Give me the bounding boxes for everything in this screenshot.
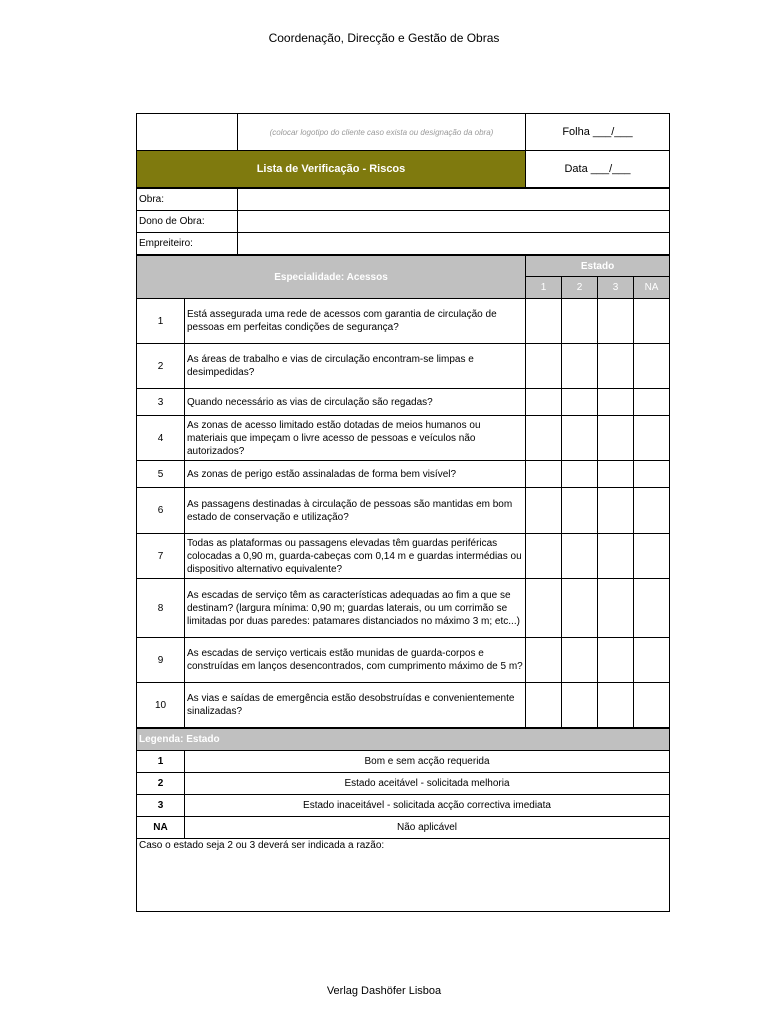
item-number: 10 xyxy=(137,683,185,728)
check-cell-2[interactable] xyxy=(562,683,598,728)
check-cell-1[interactable] xyxy=(526,534,562,579)
checklist-table xyxy=(136,255,670,728)
table-row xyxy=(137,344,670,389)
table-row xyxy=(137,638,670,683)
check-cell-1[interactable] xyxy=(526,461,562,488)
legend-code: NA xyxy=(137,817,185,839)
check-cell-na[interactable] xyxy=(634,534,670,579)
item-question: Está assegurada uma rede de acessos com garantia de circulação de pessoas em perfeitas condições de segurança? xyxy=(185,299,526,344)
check-cell-na[interactable] xyxy=(634,389,670,416)
estado-col-na: NA xyxy=(634,277,670,299)
item-question: As áreas de trabalho e vias de circulação encontram-se limpas e desimpedidas? xyxy=(185,344,526,389)
check-cell-1[interactable] xyxy=(526,579,562,638)
obra-label: Obra: xyxy=(137,189,238,211)
folha-field[interactable]: Folha ___/___ xyxy=(526,114,670,151)
legend-code: 1 xyxy=(137,751,185,773)
check-cell-na[interactable] xyxy=(634,579,670,638)
check-cell-3[interactable] xyxy=(598,579,634,638)
logo-hint: (colocar logotipo do cliente caso exista ou designação da obra) xyxy=(238,114,526,151)
check-cell-na[interactable] xyxy=(634,416,670,461)
check-cell-na[interactable] xyxy=(634,299,670,344)
check-cell-3[interactable] xyxy=(598,389,634,416)
legend-desc: Bom e sem acção requerida xyxy=(185,751,670,773)
check-cell-1[interactable] xyxy=(526,389,562,416)
item-number: 6 xyxy=(137,488,185,534)
check-cell-2[interactable] xyxy=(562,534,598,579)
check-cell-2[interactable] xyxy=(562,461,598,488)
form-title: Lista de Verificação - Riscos xyxy=(137,151,526,188)
item-question: As vias e saídas de emergência estão desobstruídas e convenientemente sinalizadas? xyxy=(185,683,526,728)
legend-desc: Não aplicável xyxy=(185,817,670,839)
table-row xyxy=(137,579,670,638)
check-cell-3[interactable] xyxy=(598,416,634,461)
check-cell-1[interactable] xyxy=(526,683,562,728)
check-cell-na[interactable] xyxy=(634,344,670,389)
estado-header: Estado xyxy=(526,256,670,277)
item-number: 5 xyxy=(137,461,185,488)
date-field[interactable]: Data ___/___ xyxy=(526,151,670,188)
legend-desc: Estado aceitável - solicitada melhoria xyxy=(185,773,670,795)
item-number: 4 xyxy=(137,416,185,461)
check-cell-2[interactable] xyxy=(562,416,598,461)
estado-col-1: 1 xyxy=(526,277,562,299)
check-cell-1[interactable] xyxy=(526,638,562,683)
table-row xyxy=(137,534,670,579)
check-cell-3[interactable] xyxy=(598,488,634,534)
table-row xyxy=(137,416,670,461)
legend-title: Legenda: Estado xyxy=(137,729,670,751)
dono-obra-label: Dono de Obra: xyxy=(137,211,238,233)
legend-code: 3 xyxy=(137,795,185,817)
legend-code: 2 xyxy=(137,773,185,795)
check-cell-3[interactable] xyxy=(598,683,634,728)
item-number: 9 xyxy=(137,638,185,683)
check-cell-2[interactable] xyxy=(562,344,598,389)
check-cell-2[interactable] xyxy=(562,488,598,534)
table-row xyxy=(137,299,670,344)
obra-input[interactable] xyxy=(238,189,670,211)
item-question: As passagens destinadas à circulação de pessoas são mantidas em bom estado de conservação e utilização? xyxy=(185,488,526,534)
check-cell-1[interactable] xyxy=(526,299,562,344)
page-footer: Verlag Dashöfer Lisboa xyxy=(326,985,442,997)
table-row xyxy=(137,461,670,488)
check-cell-1[interactable] xyxy=(526,488,562,534)
estado-col-3: 3 xyxy=(598,277,634,299)
check-cell-na[interactable] xyxy=(634,638,670,683)
check-cell-3[interactable] xyxy=(598,534,634,579)
item-question: Quando necessário as vias de circulação são regadas? xyxy=(185,389,526,416)
table-row xyxy=(137,683,670,728)
empreiteiro-input[interactable] xyxy=(238,233,670,255)
project-info-table xyxy=(136,188,670,255)
check-cell-na[interactable] xyxy=(634,488,670,534)
estado-col-2: 2 xyxy=(562,277,598,299)
item-question: As escadas de serviço têm as características adequadas ao fim a que se destinam? (largura mínima: 0,90 m; guardas laterais, ou um corrimão se limitadas por duas paredes: patamares distanciados no máximo 3 m; etc...) xyxy=(185,579,526,638)
page-header: Coordenação, Direcção e Gestão de Obras xyxy=(268,31,500,45)
item-number: 2 xyxy=(137,344,185,389)
checklist-sheet xyxy=(136,113,669,912)
legend-table xyxy=(136,728,670,912)
item-question: As zonas de acesso limitado estão dotadas de meios humanos ou materiais que impeçam o livre acesso de pessoas e veículos não autorizados? xyxy=(185,416,526,461)
empreiteiro-label: Empreiteiro: xyxy=(137,233,238,255)
reason-notes-field[interactable]: Caso o estado seja 2 ou 3 deverá ser indicada a razão: xyxy=(137,839,670,912)
logo-area xyxy=(137,114,238,151)
check-cell-3[interactable] xyxy=(598,299,634,344)
check-cell-na[interactable] xyxy=(634,461,670,488)
form-header-table xyxy=(136,113,670,188)
check-cell-2[interactable] xyxy=(562,389,598,416)
item-number: 8 xyxy=(137,579,185,638)
check-cell-3[interactable] xyxy=(598,344,634,389)
item-question: Todas as plataformas ou passagens elevadas têm guardas periféricas colocadas a 0,90 m, guarda-cabeças com 0,14 m e guardas intermédias ou dispositivo alternativo equivalente? xyxy=(185,534,526,579)
check-cell-1[interactable] xyxy=(526,344,562,389)
check-cell-2[interactable] xyxy=(562,299,598,344)
check-cell-2[interactable] xyxy=(562,579,598,638)
check-cell-2[interactable] xyxy=(562,638,598,683)
dono-obra-input[interactable] xyxy=(238,211,670,233)
table-row xyxy=(137,488,670,534)
legend-desc: Estado inaceitável - solicitada acção correctiva imediata xyxy=(185,795,670,817)
check-cell-3[interactable] xyxy=(598,461,634,488)
check-cell-na[interactable] xyxy=(634,683,670,728)
item-number: 7 xyxy=(137,534,185,579)
item-question: As zonas de perigo estão assinaladas de forma bem visível? xyxy=(185,461,526,488)
item-number: 3 xyxy=(137,389,185,416)
specialty-header: Especialidade: Acessos xyxy=(137,256,526,299)
check-cell-3[interactable] xyxy=(598,638,634,683)
check-cell-1[interactable] xyxy=(526,416,562,461)
table-row xyxy=(137,389,670,416)
item-question: As escadas de serviço verticais estão munidas de guarda-corpos e construídas em lanços desencontrados, com cumprimento máximo de 5 m? xyxy=(185,638,526,683)
item-number: 1 xyxy=(137,299,185,344)
